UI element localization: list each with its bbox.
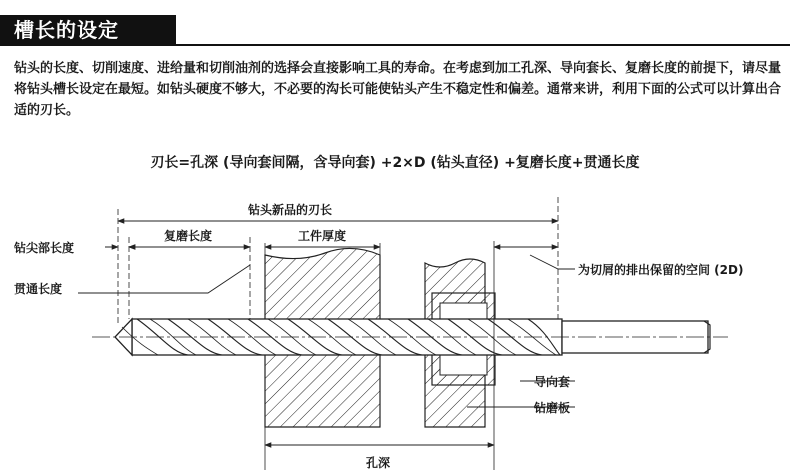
section-header [0, 0, 790, 48]
label-guide-bush: 导向套 [534, 375, 571, 389]
label-flute-length: 钻头新品的刃长 [247, 203, 333, 217]
label-through-length: 贯通长度 [14, 282, 63, 296]
label-work-thickness: 工件厚度 [297, 229, 347, 243]
label-regrind-length: 复磨长度 [163, 229, 213, 243]
label-hole-depth: 孔深 [365, 456, 391, 470]
label-drill-plate: 钻磨板 [534, 401, 571, 415]
label-chip-space: 为切屑的排出保留的空间 (2D) [578, 263, 744, 277]
intro-paragraph: 钻头的长度、切削速度、进给量和切削油剂的选择会直接影响工具的寿命。在考虑到加工孔深、导向套长、复磨长度的前提下，请尽量将钻头槽长设定在最短。如钻头硬度不够大，不必要的沟长可能使钻头产生不稳定性和偏差。通常来讲，利用下面的公式可以计算出合适的刃长。 [14, 61, 782, 118]
label-tip-length: 钻尖部长度 [14, 241, 75, 255]
drill-diagram [0, 185, 790, 474]
header-rule [0, 44, 790, 46]
formula: 刃长=孔深 (导向套间隔，含导向套) +2×D (钻头直径) +复磨长度+贯通长度 [150, 155, 640, 171]
page-title: 槽长的设定 [14, 18, 119, 42]
